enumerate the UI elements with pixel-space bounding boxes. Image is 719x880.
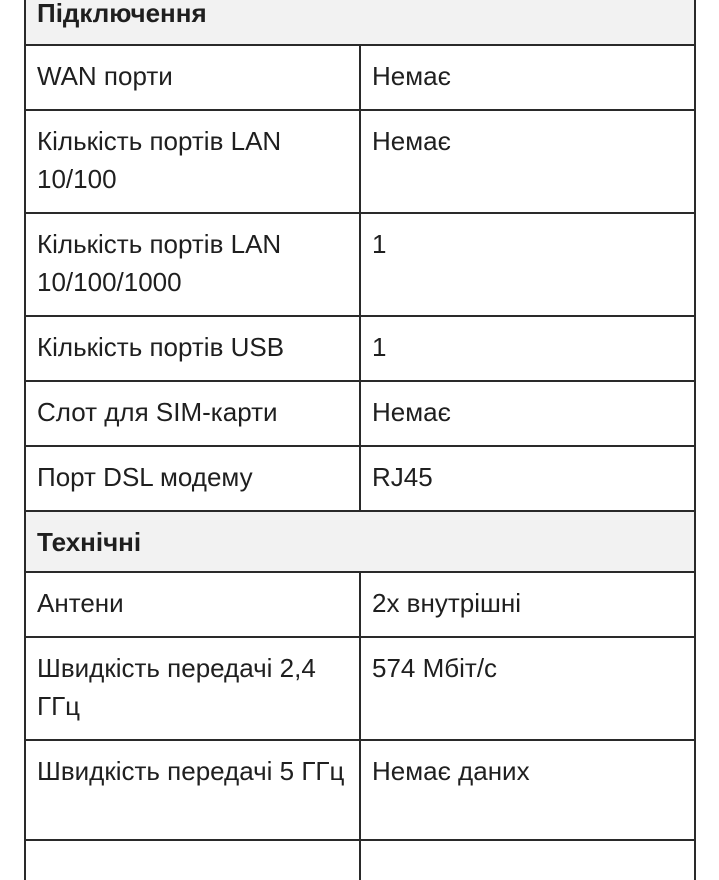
spec-label: Слот для SIM-карти <box>25 381 360 446</box>
spec-label: Кількість портів LAN 10/100 <box>25 110 360 213</box>
table-row <box>25 637 695 740</box>
table-row-partial <box>25 840 695 880</box>
spec-value: Немає даних <box>360 740 695 840</box>
spec-value-empty <box>360 840 695 880</box>
table-row <box>25 572 695 637</box>
spec-value: 1 <box>360 213 695 316</box>
spec-label: WAN порти <box>25 45 360 110</box>
spec-value: Немає <box>360 110 695 213</box>
spec-label: Порт DSL модему <box>25 446 360 511</box>
spec-label-empty <box>25 840 360 880</box>
table-row <box>25 110 695 213</box>
spec-value: 1 <box>360 316 695 381</box>
section-title: Технічні <box>25 511 695 572</box>
section-header-technical <box>25 511 695 572</box>
spec-value: Немає <box>360 45 695 110</box>
spec-label: Антени <box>25 572 360 637</box>
spec-label: Швидкість передачі 2,4 ГГц <box>25 637 360 740</box>
spec-value: 2x внутрішні <box>360 572 695 637</box>
table-row <box>25 381 695 446</box>
specifications-table <box>24 0 696 880</box>
table-row <box>25 446 695 511</box>
table-row <box>25 45 695 110</box>
spec-value: Немає <box>360 381 695 446</box>
section-title: Підключення <box>25 0 695 45</box>
section-header-connection <box>25 0 695 45</box>
table-row <box>25 316 695 381</box>
table-row <box>25 740 695 840</box>
spec-label: Кількість портів USB <box>25 316 360 381</box>
spec-label: Кількість портів LAN 10/100/1000 <box>25 213 360 316</box>
spec-label: Швидкість передачі 5 ГГц <box>25 740 360 840</box>
spec-value: 574 Мбіт/с <box>360 637 695 740</box>
spec-value: RJ45 <box>360 446 695 511</box>
table-row <box>25 213 695 316</box>
